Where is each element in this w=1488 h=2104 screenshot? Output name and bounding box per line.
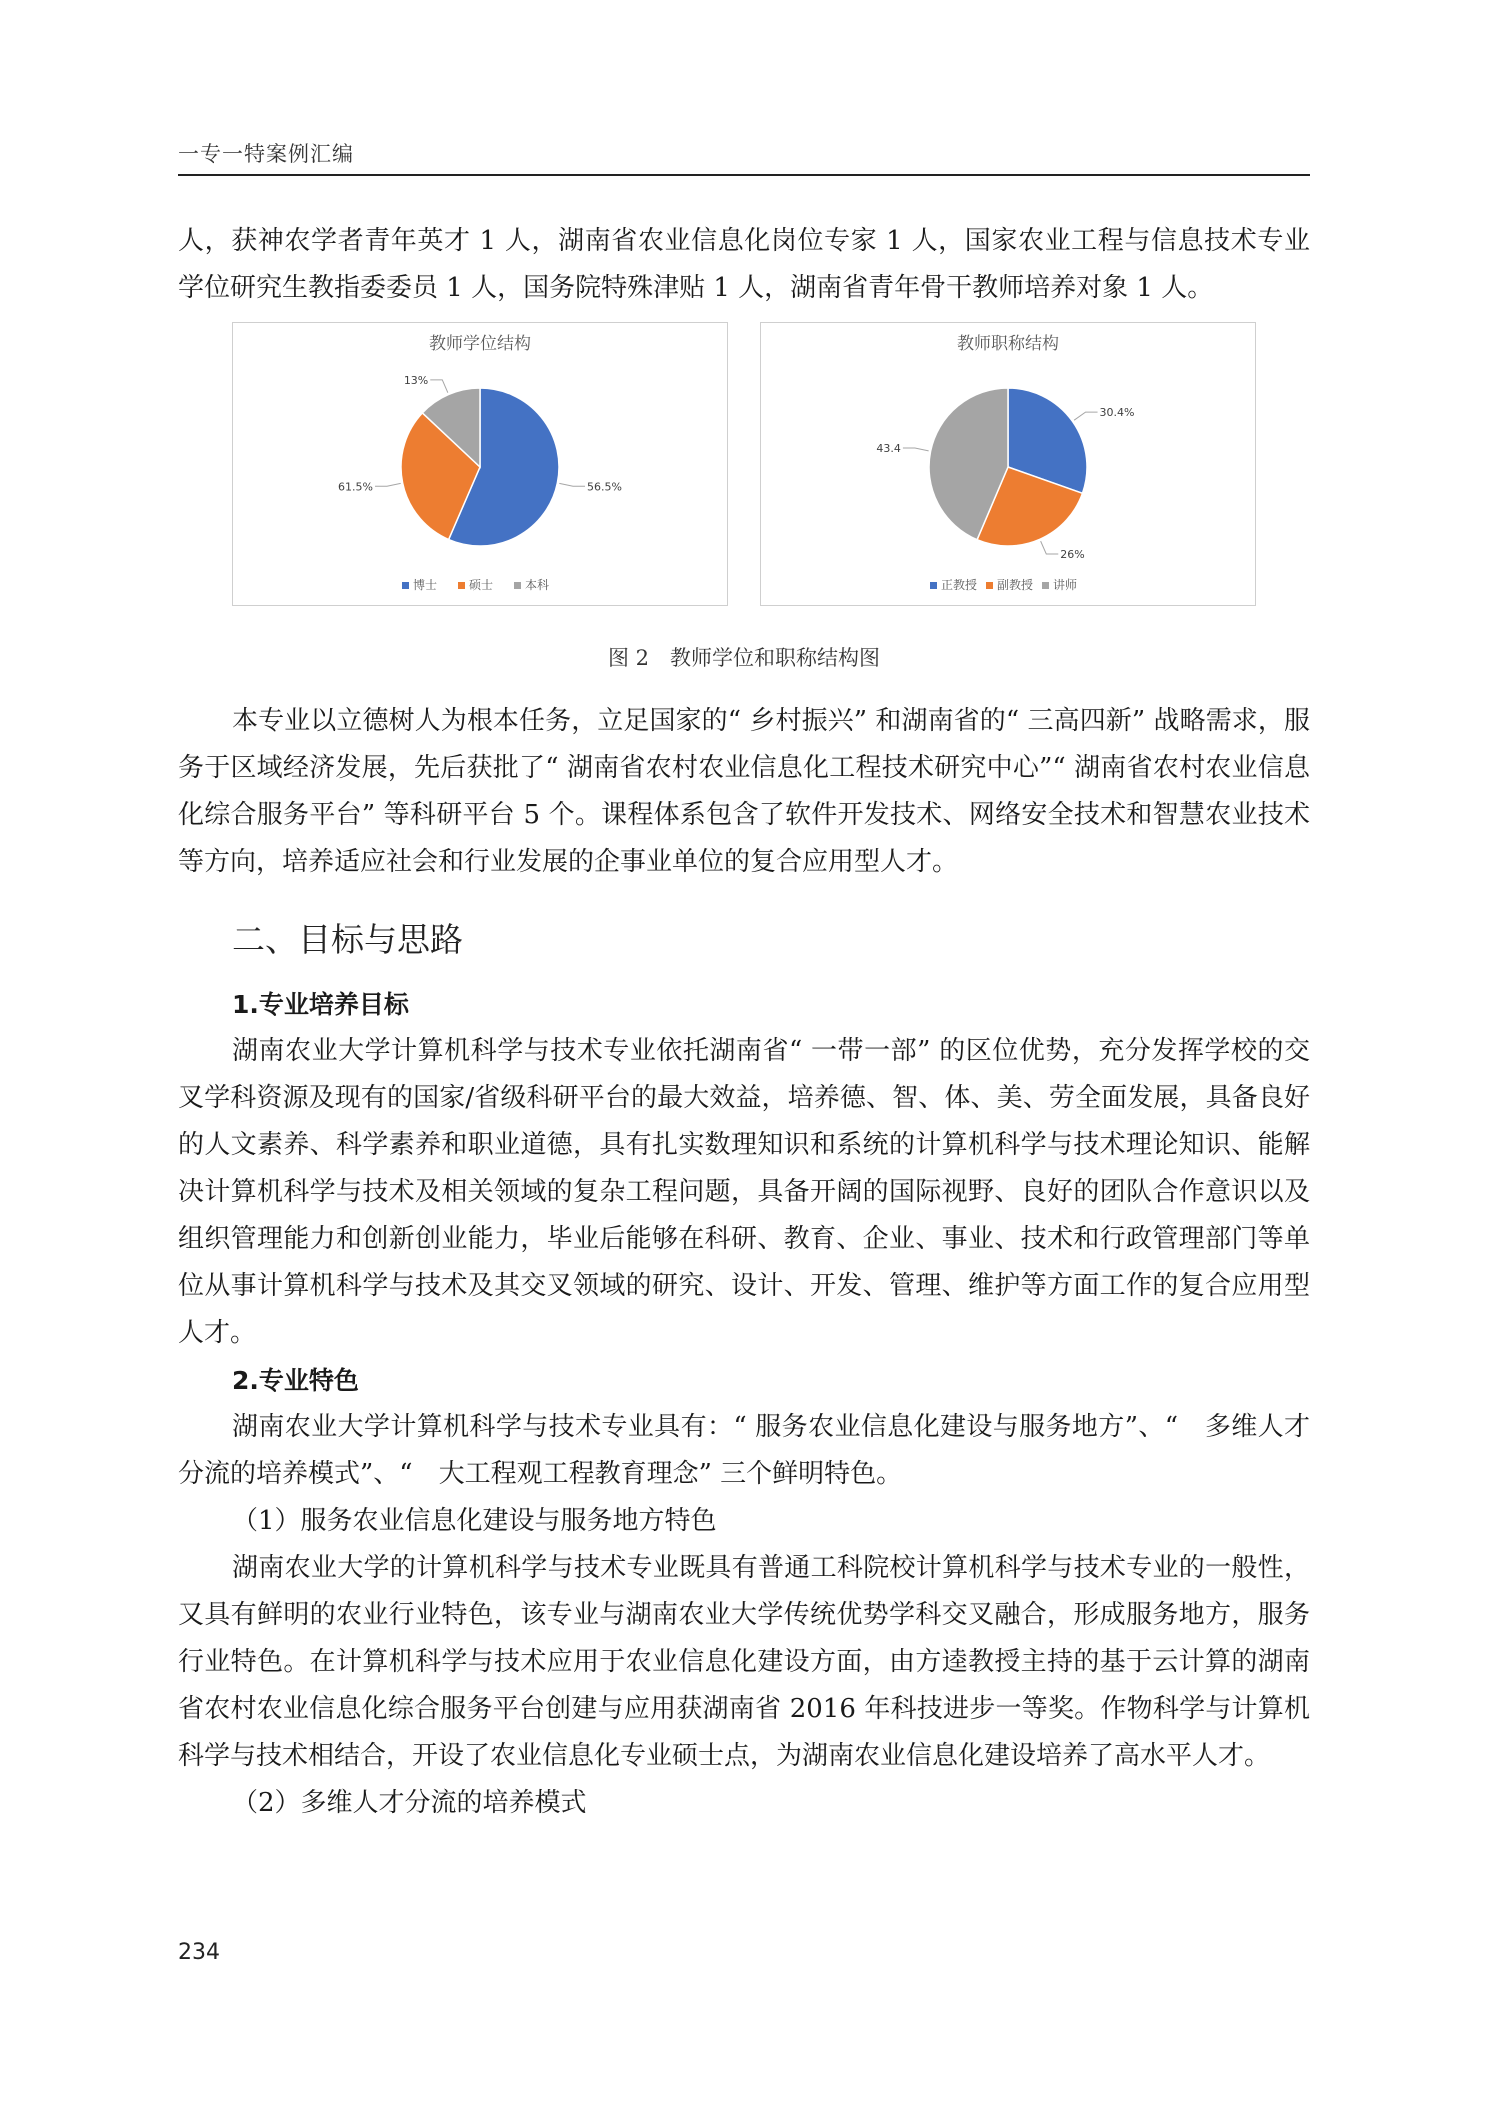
figure-caption: 图 2 教师学位和职称结构图: [607, 646, 881, 670]
subsection-title-feature: 2.专业特色: [232, 1366, 359, 1395]
data-label: 56.5%: [587, 480, 622, 494]
page-number: 234: [178, 1940, 220, 1965]
subsection-title-goal: 1.专业培养目标: [232, 990, 409, 1019]
body-block-1: [178, 698, 1310, 886]
chart-title: 教师学位结构: [429, 334, 531, 354]
legend-swatch: [402, 582, 409, 589]
leader-line: [430, 380, 448, 393]
section-title: 二、目标与思路: [232, 920, 463, 959]
title-structure-chart: [760, 322, 1256, 606]
legend-entry: 本科: [525, 578, 550, 592]
running-title: 一专一特案例汇编: [178, 142, 354, 166]
data-label: 30.4%: [1099, 406, 1135, 420]
paragraph-goal: 湖南农业大学计算机科学与技术专业依托湖南省“ 一带一部” 的区位优势，充分发挥学校的交叉学科资源及现有的国家/省级科研平台的最大效益，培养德、智、体、美、劳全面发展，具备良好的人文素养、科学素养和职业道德，具有扎实数理知识和系统的计算机科学与技术理论知识、能解决计算机科学与技术及相关领域的复杂工程问题，具备开阔的国际视野、良好的团队合作意识以及组织管理能力和创新创业能力，毕业后能够在科研、教育、企业、事业、技术和行政管理部门等单位从事计算机科学与技术及其交叉领域的研究、设计、开发、管理、维护等方面工作的复合应用型人才。: [178, 1036, 1310, 1348]
legend-swatch: [1042, 582, 1049, 589]
legend-entry: 正教授: [941, 578, 978, 592]
intro-paragraph: 人，获神农学者青年英才 1 人，湖南省农业信息化岗位专家 1 人，国家农业工程与信息技术专业学位研究生教指委委员 1 人，国务院特殊津贴 1 人，湖南省青年骨干教师培养对象 1 人。: [178, 226, 1310, 303]
data-label: 13%: [403, 373, 429, 387]
legend-entry: 讲师: [1053, 578, 1078, 592]
legend-entry: 硕士: [469, 578, 494, 592]
body-block-2: [178, 981, 1310, 1827]
paragraph-item-1: 湖南农业大学的计算机科学与技术专业既具有普通工科院校计算机科学与技术专业的一般性，又具有鲜明的农业行业特色，该专业与湖南农业大学传统优势学科交叉融合，形成服务地方，服务行业特色。在计算机科学与技术应用于农业信息化建设方面，由方逵教授主持的基于云计算的湖南省农村农业信息化综合服务平台创建与应用获湖南省 2016 年科技进步一等奖。作物科学与计算机科学与技术相结合，开设了农业信息化专业硕士点，为湖南农业信息化建设培养了高水平人才。: [178, 1553, 1310, 1771]
leader-line: [1074, 412, 1097, 420]
paragraph-feature: 湖南农业大学计算机科学与技术专业具有：“ 服务农业信息化建设与服务地方”、“ 多维人才分流的培养模式”、“ 大工程观工程教育理念” 三个鲜明特色。: [178, 1412, 1310, 1489]
degree-structure-chart: [232, 322, 728, 606]
leader-line: [375, 483, 401, 486]
leader-line: [559, 483, 585, 486]
running-header: [178, 138, 1310, 176]
title-pie-svg: [761, 323, 1255, 605]
item-title-1: （1）服务农业信息化建设与服务地方特色: [232, 1506, 717, 1536]
legend-entry: 副教授: [997, 578, 1034, 592]
data-label: 26%: [1060, 547, 1085, 561]
degree-pie-svg: [233, 323, 727, 605]
leader-line: [903, 448, 929, 451]
item-title-2: （2）多维人才分流的培养模式: [232, 1788, 587, 1818]
legend-swatch: [930, 582, 937, 589]
leader-line: [1041, 541, 1059, 554]
legend-swatch: [514, 582, 521, 589]
data-label: 61.5%: [338, 480, 373, 494]
data-label: 43.4: [876, 442, 901, 456]
legend-swatch: [458, 582, 465, 589]
chart-title: 教师职称结构: [957, 334, 1059, 354]
legend-swatch: [986, 582, 993, 589]
legend-entry: 博士: [413, 578, 438, 592]
paragraph-platforms: 本专业以立德树人为根本任务，立足国家的“ 乡村振兴” 和湖南省的“ 三高四新” 战略需求，服务于区域经济发展，先后获批了“ 湖南省农村农业信息化工程技术研究中心”“ 湖南省农村农业信息化综合服务平台” 等科研平台 5 个。课程体系包含了软件开发技术、网络安全技术和智慧农业技术等方向，培养适应社会和行业发展的企事业单位的复合应用型人才。: [178, 706, 1310, 877]
intro-block: [178, 218, 1310, 312]
